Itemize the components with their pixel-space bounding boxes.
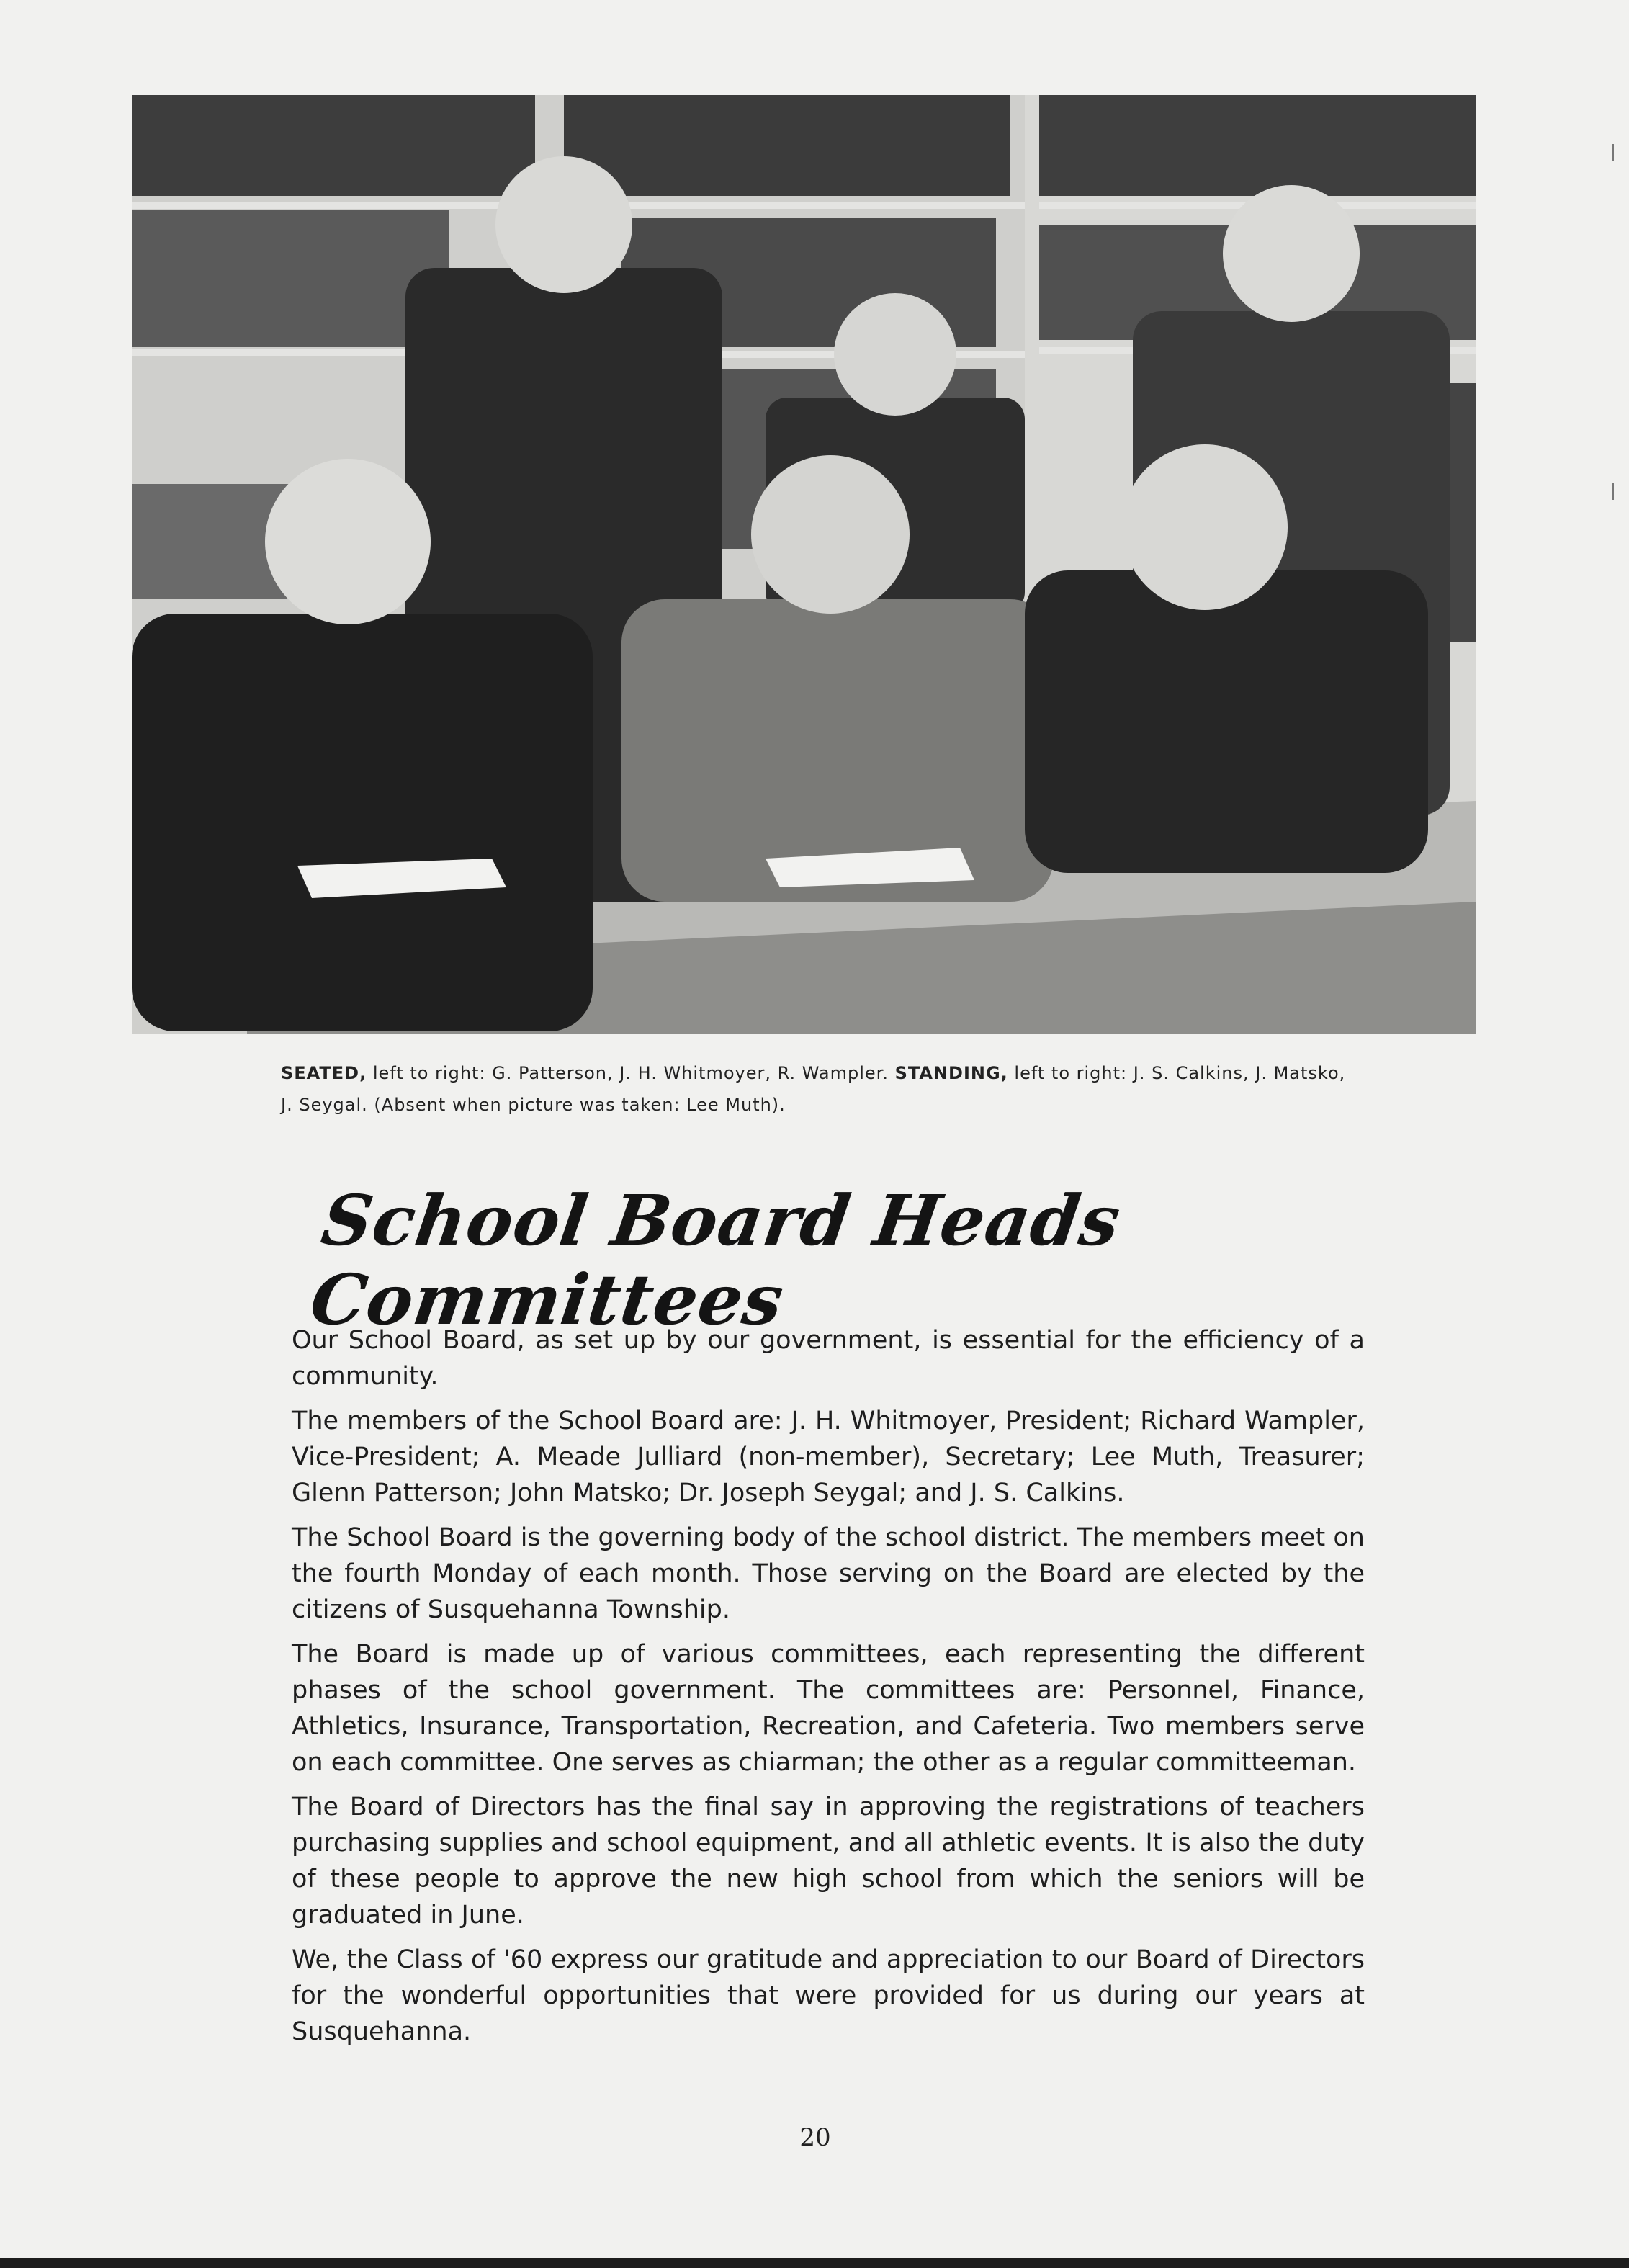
caption-standing-label: STANDING,	[894, 1063, 1008, 1083]
photo-caption	[281, 1057, 1361, 1121]
caption-seated-label: SEATED,	[281, 1063, 367, 1083]
group-photo	[132, 95, 1476, 1034]
paragraph: The Board is made up of various committees, each representing the different phases of the school government. The committees are: Personnel, Finance, Athletics, Insurance, Transportation, Recreation, and Cafeteria. Two members serve on each committee. One serves as chiarman; the other as a regular committeeman.	[292, 1640, 1365, 1777]
paragraph: Our School Board, as set up by our government, is essential for the efficiency of a community.	[292, 1326, 1365, 1391]
paragraph: The School Board is the governing body of the school district. The members meet on the fourth Monday of each month. Those serving on the Board are elected by the citizens of Susquehanna Township.	[292, 1523, 1365, 1624]
page-number: 20	[799, 2123, 831, 2152]
page-title: School Board Heads Committees	[305, 1180, 1126, 1340]
article-body	[292, 1322, 1365, 2058]
group-photo-illustration	[132, 95, 1476, 1034]
caption-standing-text: left to right: J. S. Calkins, J. Matsko, J. Seygal. (Absent when picture was taken: Lee Muth).	[281, 1063, 1346, 1115]
margin-mark	[1612, 483, 1614, 500]
caption-seated-text: left to right: G. Patterson, J. H. Whitmoyer, R. Wampler.	[367, 1063, 895, 1083]
page-bottom-edge	[0, 2258, 1629, 2268]
margin-mark	[1612, 144, 1614, 161]
paragraph: The members of the School Board are: J. H. Whitmoyer, President; Richard Wampler, Vice-President; A. Meade Julliard (non-member), Secretary; Lee Muth, Treasurer; Glenn Patterson; John Matsko; Dr. Joseph Seygal; and J. S. Calkins.	[292, 1407, 1365, 1507]
paragraph: We, the Class of '60 express our gratitude and appreciation to our Board of Directors for the wonderful opportunities that were provided for us during our years at Susquehanna.	[292, 1945, 1365, 2046]
paragraph: The Board of Directors has the final say in approving the registrations of teachers purchasing supplies and school equipment, and all athletic events. It is also the duty of these people to approve the new high school from which the seniors will be graduated in June.	[292, 1793, 1365, 1929]
